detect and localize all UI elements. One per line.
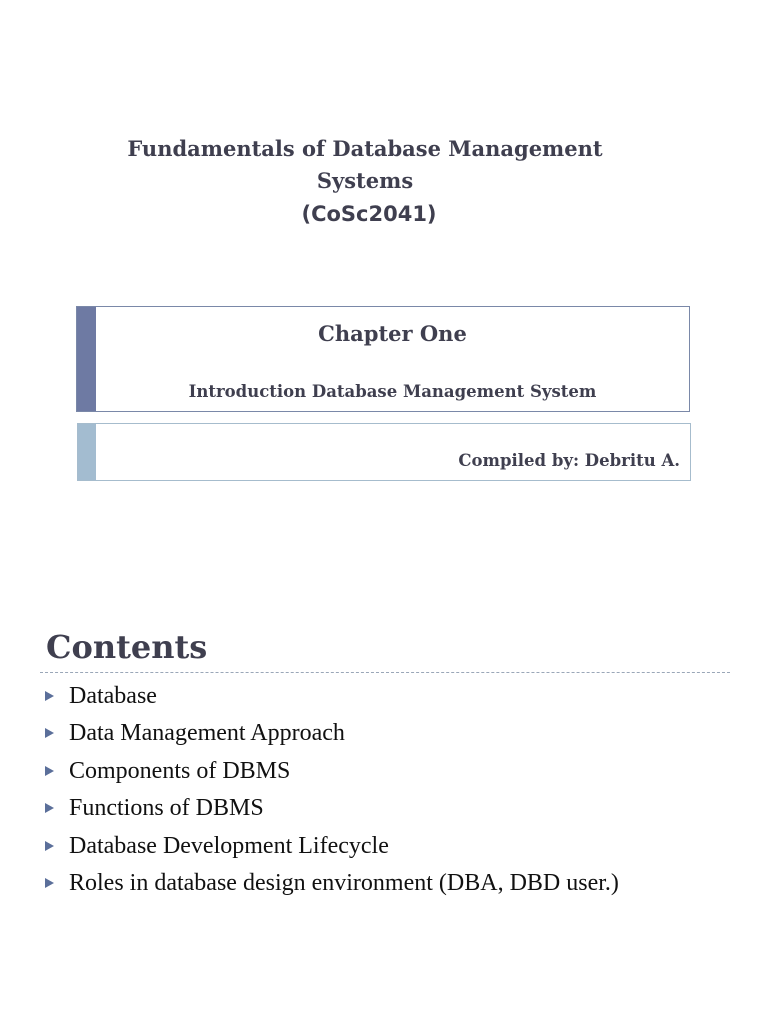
triangle-bullet-icon	[45, 728, 54, 738]
document-title-line-2: Systems	[316, 168, 414, 193]
list-item-text: Database	[69, 683, 157, 709]
chapter-accent-bar	[77, 307, 96, 411]
course-code: (CoSc2041)	[301, 202, 437, 226]
triangle-bullet-icon	[45, 766, 54, 776]
document-title	[60, 133, 670, 197]
triangle-bullet-icon	[45, 691, 54, 701]
chapter-subtitle: Introduction Database Management System	[188, 382, 597, 401]
compiled-by-text: Compiled by: Debritu A.	[458, 451, 680, 470]
list-item-text: Data Management Approach	[69, 720, 345, 747]
triangle-bullet-icon	[45, 803, 54, 813]
triangle-bullet-icon	[45, 878, 54, 888]
list-item-text: Components of DBMS	[69, 757, 291, 784]
compiled-by-box	[77, 423, 691, 481]
document-title-line-1: Fundamentals of Database Management	[127, 136, 603, 161]
list-item-text: Roles in database design environment (DBA, DBD user.)	[69, 869, 619, 896]
list-item-text: Functions of DBMS	[69, 795, 264, 822]
triangle-bullet-icon	[45, 841, 54, 851]
chapter-box	[76, 306, 690, 412]
contents-heading: Contents	[46, 628, 208, 666]
chapter-title: Chapter One	[318, 321, 467, 346]
compiled-accent-bar	[78, 424, 96, 480]
contents-divider	[40, 672, 730, 673]
list-item-text: Database Development Lifecycle	[69, 832, 389, 859]
